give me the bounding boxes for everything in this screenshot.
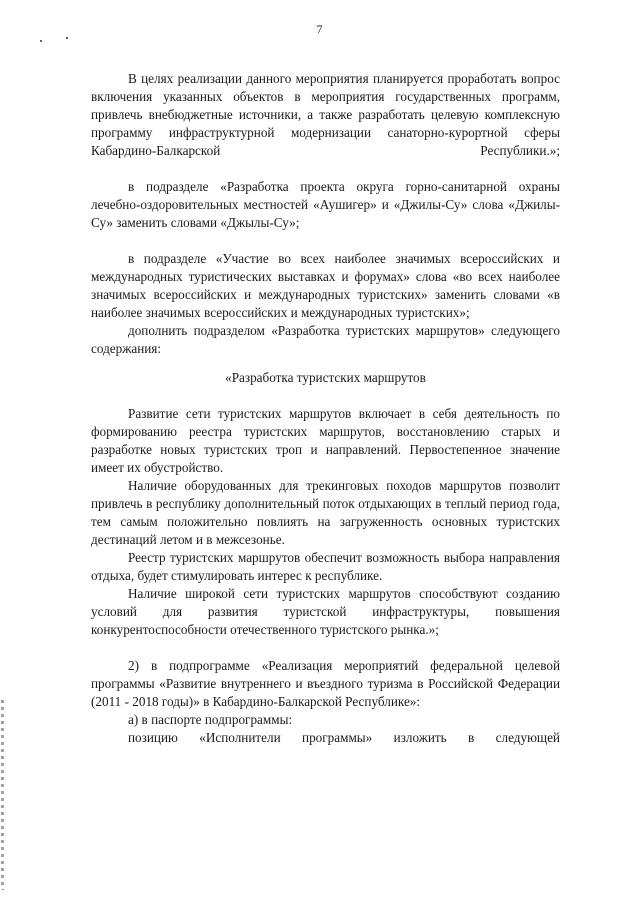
paragraph-subprogram: 2) в подпрограмме «Реализация мероприятий федеральной целевой программы «Развитие внутреннего и въездного туризма в Российской Федерации (2011 - 2018 годы)» в Кабардино-Балкарской Республике»:	[91, 658, 560, 709]
paragraph-add-subsection: дополнить подразделом «Разработка туристских маршрутов» следующего содержания:	[91, 323, 560, 356]
binding-edge-mark	[1, 700, 4, 890]
scan-artifact	[66, 37, 68, 39]
document-body	[91, 70, 560, 747]
paragraph-okrug: в подразделе «Разработка проекта округа горно-санитарной охраны лечебно-оздоровительных местностей «Аушигер» и «Джилы-Су» слова «Джилы-Су» заменить словами «Джылы-Су»;	[91, 179, 560, 230]
list-item-a: а) в паспорте подпрограммы:	[128, 712, 293, 727]
scan-artifact	[40, 40, 42, 42]
paragraph-routes-development: Развитие сети туристских маршрутов включает в себя деятельность по формированию реестра туристских маршрутов, восстановлению старых и разработке новых туристских троп и направлений. Первостепенное значение имеет их обустройство.	[91, 406, 560, 475]
paragraph-exhibitions: в подразделе «Участие во всех наиболее значимых всероссийских и международных туристических выставках и форумах» слова «во всех наиболее значимых всероссийских и международных туристских» заменить словами «в наиболее значимых всероссийских и международных туристских»;	[91, 251, 560, 320]
paragraph-intro: В целях реализации данного мероприятия планируется проработать вопрос включения указанных объектов в мероприятия государственных программ, привлечь внебюджетные источники, а также разработать целевую комплексную программу инфраструктурной модернизации санаторно-курортной сферы Кабардино-Балкарской Республики.»;	[91, 71, 560, 158]
page-number: 7	[316, 22, 323, 36]
paragraph-registry: Реестр туристских маршрутов обеспечит возможность выбора направления отдыха, будет стимулировать интерес к республике.	[91, 550, 560, 583]
paragraph-position: позицию «Исполнители программы» изложить в следующей	[128, 730, 560, 745]
paragraph-trekking: Наличие оборудованных для трекинговых походов маршрутов позволит привлечь в республику дополнительный поток отдыхающих в теплый период года, тем самым положительно повлиять на загруженность основных туристских дестинаций летом и в межсезонье.	[91, 478, 560, 547]
paragraph-infrastructure: Наличие широкой сети туристских маршрутов способствуют созданию условий для развития туристской инфраструктуры, повышения конкурентоспособности отечественного туристского рынка.»;	[91, 586, 560, 637]
section-heading: «Разработка туристских маршрутов	[225, 370, 426, 385]
